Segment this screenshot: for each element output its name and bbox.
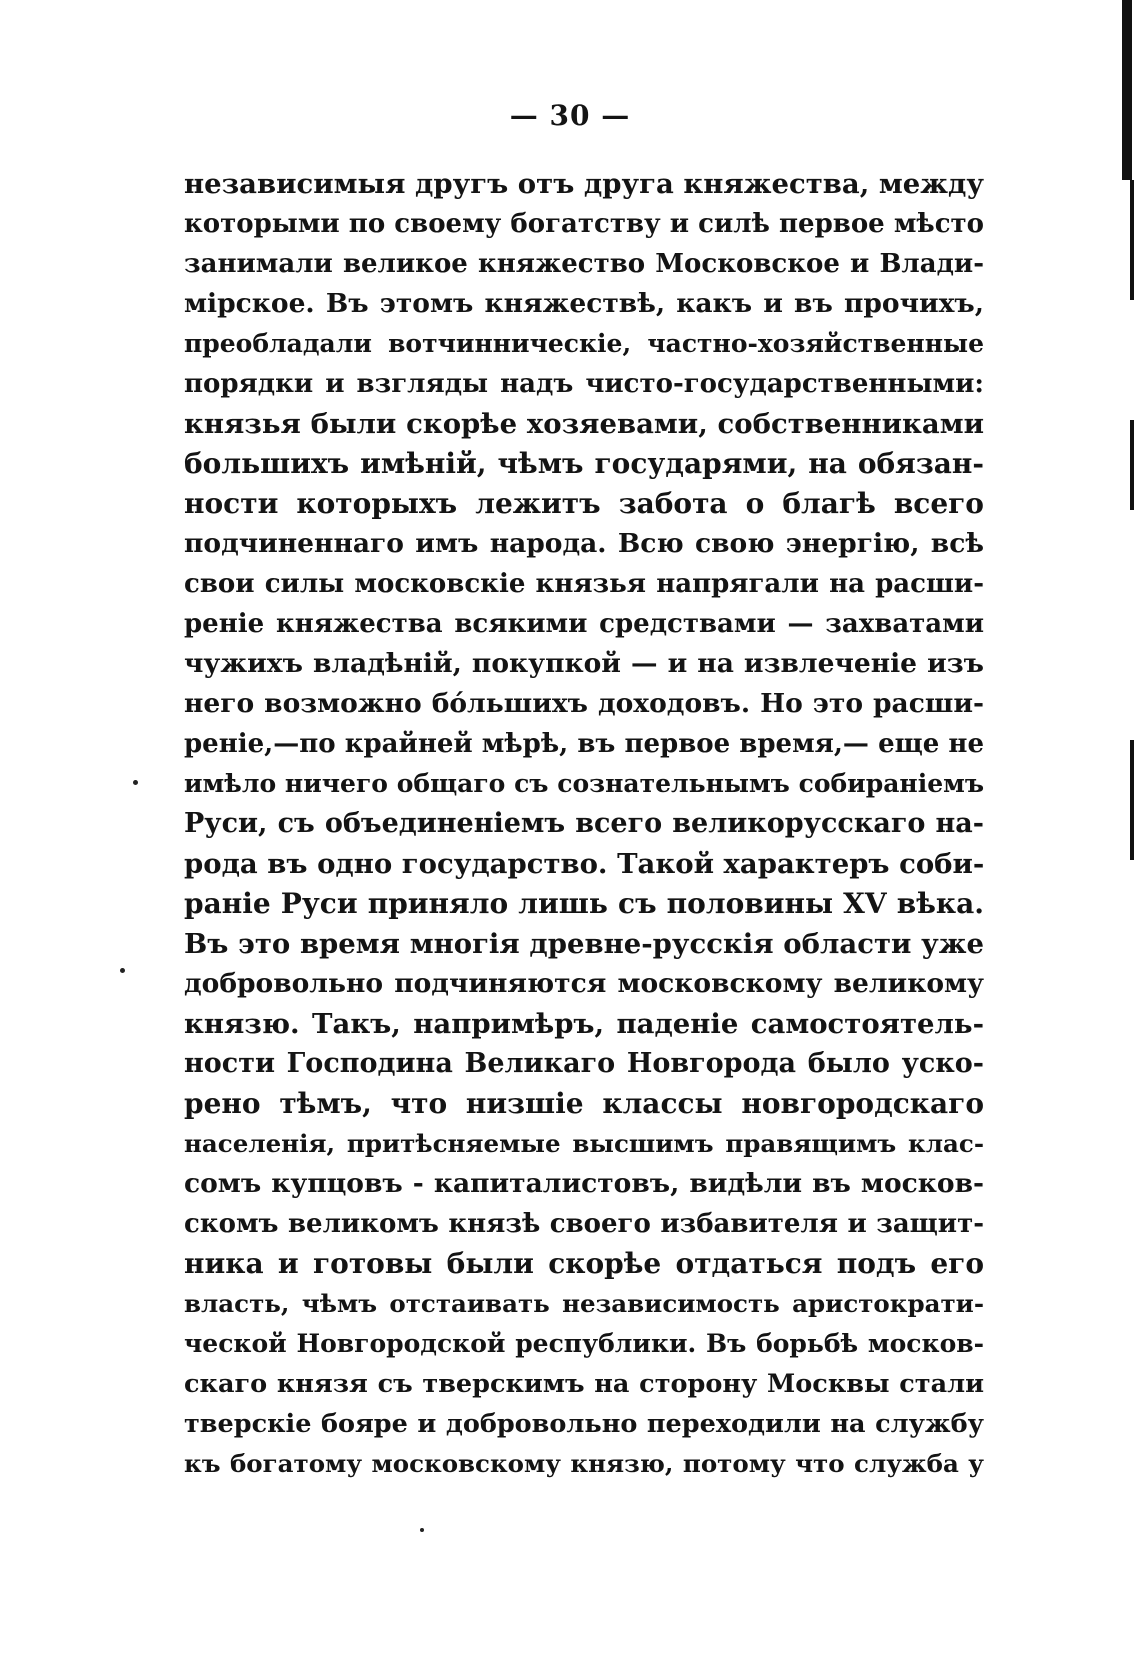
scan-edge-mark <box>1130 740 1134 860</box>
text-line: князю. Такъ, напримѣръ, паденіе самостоятель- <box>184 1008 984 1040</box>
text-line: ности которыхъ лежитъ забота о благѣ всего <box>184 487 984 520</box>
scan-edge-mark <box>1130 180 1134 300</box>
text-line: сомъ купцовъ - капиталистовъ, видѣли въ москов- <box>184 1168 984 1199</box>
text-line: рено тѣмъ, что низшіе классы новгородскаго <box>184 1087 984 1120</box>
text-line: большихъ имѣній, чѣмъ государями, на обязан- <box>184 447 984 480</box>
text-line: подчиненнаго имъ народа. Всю свою энергію, всѣ <box>184 528 984 559</box>
text-line: тверскіе бояре и добровольно переходили на службу <box>184 1409 984 1439</box>
print-speck <box>120 968 125 973</box>
text-line: ника и готовы были скорѣе отдаться подъ его <box>184 1247 984 1280</box>
text-line: къ богатому московскому князю, потому что служба у <box>184 1449 984 1478</box>
text-line: скомъ великомъ князѣ своего избавителя и защит- <box>184 1209 984 1239</box>
print-speck <box>133 780 138 785</box>
page-number: — 30 — <box>509 99 631 132</box>
print-speck <box>420 1528 424 1532</box>
text-line: которыми по своему богатству и силѣ первое мѣсто <box>184 209 984 239</box>
text-line: независимыя другъ отъ друга княжества, между <box>184 168 984 200</box>
text-line: скаго князя съ тверскимъ на сторону Москвы стали <box>184 1369 984 1399</box>
text-line: него возможно бо́льшихъ доходовъ. Но это расши- <box>184 688 984 719</box>
text-line: Въ это время многія древне-русскія области уже <box>184 928 984 960</box>
text-line: преобладали вотчинническіе, частно-хозяйственные <box>184 329 984 358</box>
text-line: реніе,—по крайней мѣрѣ, въ первое время,— еще не <box>184 729 984 759</box>
scan-edge-mark <box>1130 420 1134 510</box>
text-line: князья были скорѣе хозяевами, собственниками <box>184 408 984 440</box>
scan-edge-shadow <box>1122 0 1132 180</box>
text-line: имѣло ничего общаго съ сознательнымъ собираніемъ <box>184 769 984 798</box>
text-line: мірское. Въ этомъ княжествѣ, какъ и въ прочихъ, <box>184 288 984 319</box>
text-line: ности Господина Великаго Новгорода было уско- <box>184 1048 984 1079</box>
text-line: порядки и взгляды надъ чисто-государственными: <box>184 369 984 399</box>
text-line: населенія, притѣсняемые высшимъ правящимъ клас- <box>184 1129 984 1158</box>
text-line: раніе Руси приняло лишь съ половины XV вѣка. <box>184 887 984 920</box>
text-line: занимали великое княжество Московское и Влади- <box>184 249 984 279</box>
text-line: рода въ одно государство. Такой характеръ соби- <box>184 848 984 880</box>
text-line: власть, чѣмъ отстаивать независимость аристократи- <box>184 1289 984 1318</box>
text-line: чужихъ владѣній, покупкой — и на извлеченіе изъ <box>184 648 984 679</box>
text-line: свои силы московскіе князья напрягали на расши- <box>184 569 984 599</box>
text-line: Руси, съ объединеніемъ всего великорусскаго на- <box>184 808 984 839</box>
text-line: добровольно подчиняются московскому великому <box>184 968 984 999</box>
text-line: ческой Новгородской республики. Въ борьбѣ москов- <box>184 1329 984 1358</box>
text-line: реніе княжества всякими средствами — захватами <box>184 609 984 639</box>
body-text <box>184 164 984 1484</box>
